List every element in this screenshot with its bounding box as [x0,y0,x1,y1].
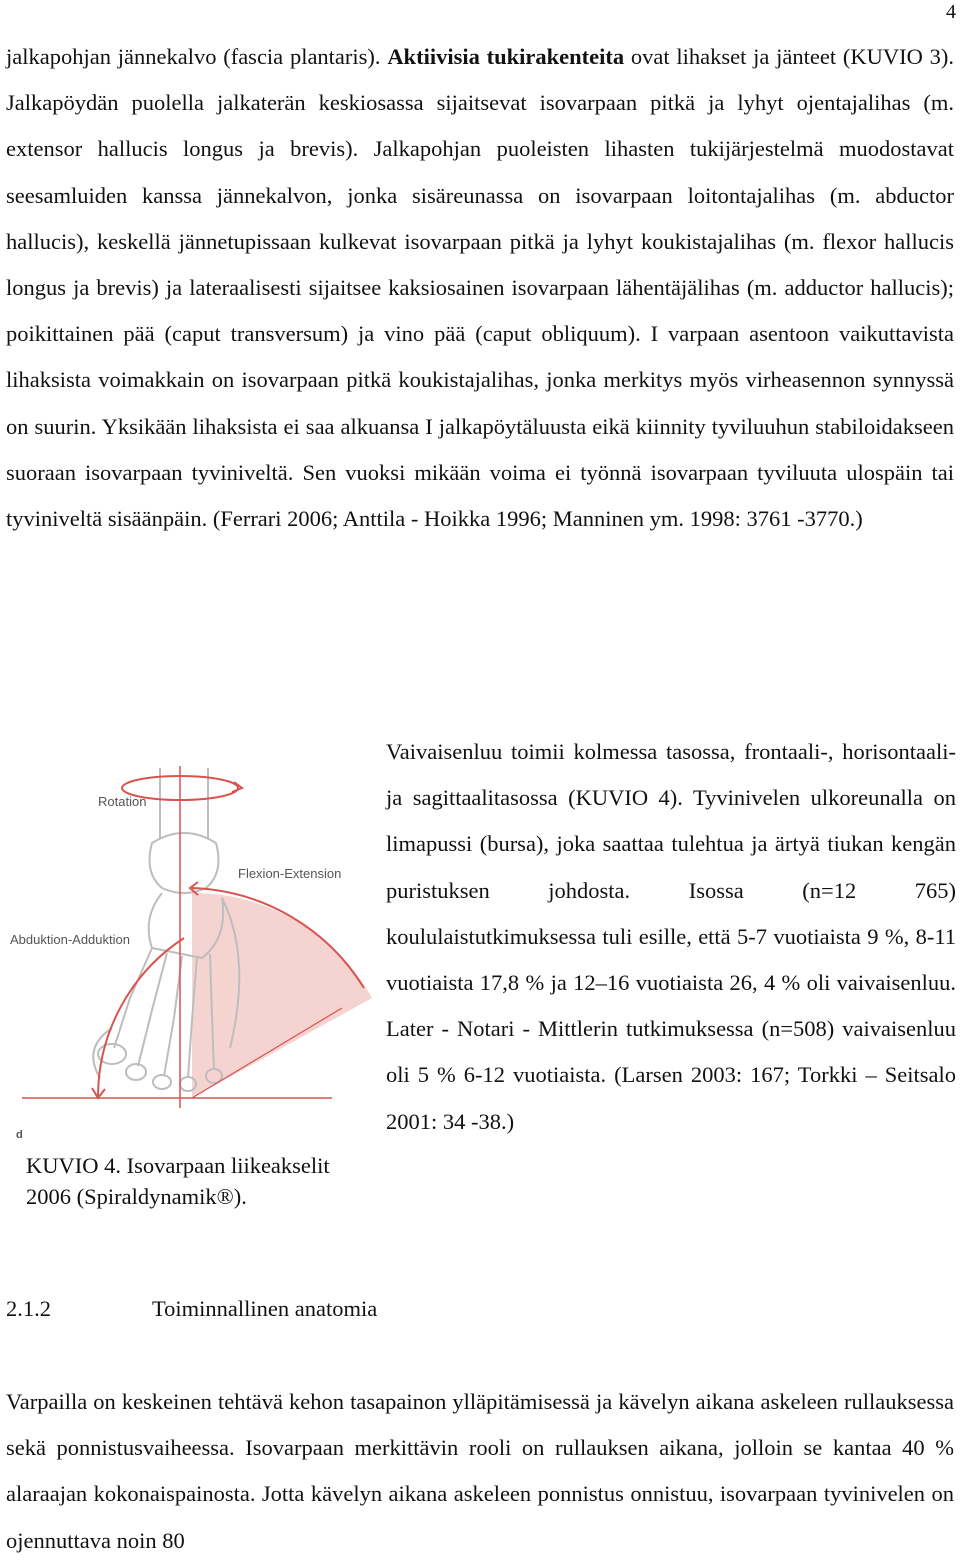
side-paragraph-bunion: Vaivaisenluu toimii kolmessa tasossa, frontaali-, horisontaali- ja sagittaalitasossa (KUVIO 4). Tyvinivelen ulkoreunalla on limapussi (bursa), joka saattaa tulehtua ja ärtyä tiukan kengän puristuksen johdosta. Isossa (n=12 765) koululaistutkimuksessa tuli esille, että 5-7 vuotiaista 9 %, 8-11 vuotiaista 17,8 % ja 12–16 vuotiaista 26, 4 % oli vaivaisenluu. Later - Notari - Mittlerin tutkimuksessa (n=508) vaivaisenluu oli 5 % 6-12 vuotiaista. (Larsen 2003: 167; Torkki – Seitsalo 2001: 34 -38.) [386,739,956,1134]
foot-axes-figure [2,748,374,1148]
panel-letter-label: d [16,1129,23,1141]
section-number: 2.1.2 [6,1296,51,1321]
para1-intro: jalkapohjan jännekalvo (fascia plantaris). [6,44,388,69]
flexion-extension-label: Flexion-Extension [238,866,342,881]
body-paragraph-functional: Varpailla on keskeinen tehtävä kehon tasapainon ylläpitämisessä ja kävelyn aikana askeleen rullauksessa sekä ponnistusvaiheessa. Isovarpaan merkittävin rooli on rullauksen aikana, jolloin se kantaa 40 % alaraajan kokonaispainosta. Jotta kävelyn aikana askeleen ponnistus onnistuu, isovarpaan tyvinivelen on ojennuttava noin 80 [6,1389,954,1553]
para1-body: ovat lihakset ja jänteet (KUVIO 3). Jalkapöydän puolella jalkaterän keskiosassa sijaitsevat isovarpaan pitkä ja lyhyt ojentajalihas (m. extensor hallucis longus ja brevis). Jalkapohjan puoleisten lihasten tukijärjestelmä muodostavat seesamluiden kanssa jännekalvon, jonka sisäreunassa on isovarpaan loitontajalihas (m. abductor hallucis), keskellä jännetupissaan kulkevat isovarpaan pitkä ja lyhyt koukistajalihas (m. flexor hallucis longus ja brevis) ja lateraalisesti sijaitsee kaksiosainen isovarpaan lähentäjälihas (m. adductor hallucis); poikittainen pää (caput transversum) ja vino pää (caput obliquum). I varpaan asentoon vaikuttavista lihaksista voimakkain on isovarpaan pitkä koukistajalihas, jonka merkitys myös virheasennon synnyssä on suurin. Yksikään lihaksista ei saa alkuansa I jalkapöytäluusta eikä kiinnity tyviluuhun stabiloidakseen suoraan isovarpaan tyviniveltä. Sen vuoksi mikään voima ei työnnä isovarpaan tyviluuta ulospäin tai tyviniveltä sisäänpäin. (Ferrari 2006; Anttila - Hoikka 1996; Manninen ym. 1998: 3761 -3770.) [6,44,954,532]
section-heading [6,1292,377,1326]
section-title: Toiminnallinen anatomia [152,1296,378,1321]
body-paragraph-muscles [6,34,954,542]
rotation-label: Rotation [98,794,147,809]
foot-axes-illustration [2,748,374,1148]
abduction-arc-arrow [98,938,184,1096]
flexion-plane-fill [192,893,372,1098]
figure-caption: KUVIO 4. Isovarpaan liikeakselit 2006 (Spiraldynamik®). [26,1153,330,1209]
page-number: 4 [946,1,956,23]
para1-bold-term: Aktiivisia tukirakenteita [387,44,625,69]
abduction-adduction-label: Abduktion-Adduktion [10,932,130,947]
